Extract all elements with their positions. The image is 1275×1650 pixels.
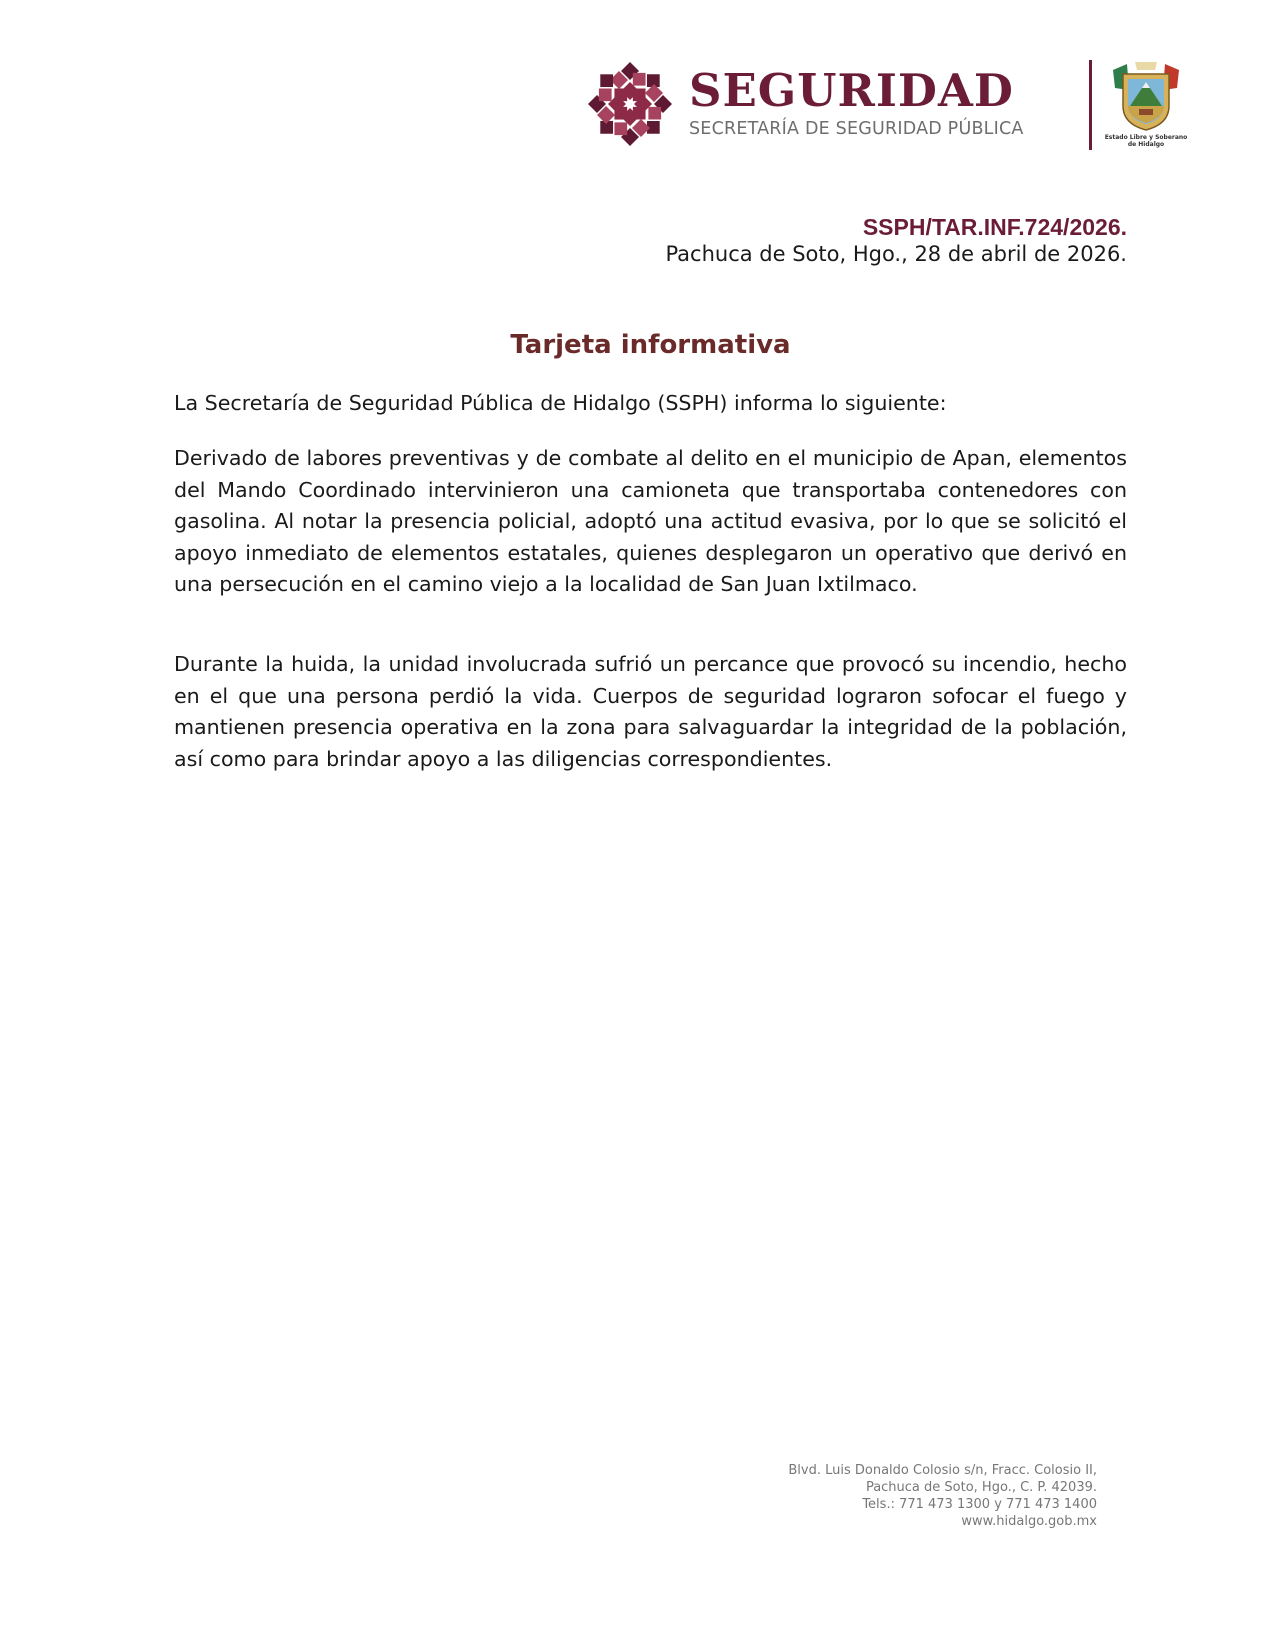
header-divider <box>1089 60 1092 150</box>
footer-contact <box>788 1462 1097 1530</box>
footer-address-line-2: Pachuca de Soto, Hgo., C. P. 42039. <box>865 1480 1097 1495</box>
document-date: Pachuca de Soto, Hgo., 28 de abril de 2026. <box>665 242 1127 266</box>
footer-address-line-1: Blvd. Luis Donaldo Colosio s/n, Fracc. Colosio II, <box>788 1463 1097 1478</box>
seguridad-star-logo <box>584 58 676 150</box>
letterhead <box>584 58 1204 154</box>
footer-phones: Tels.: 771 473 1300 y 771 473 1400 <box>862 1497 1097 1512</box>
document-reference: SSPH/TAR.INF.724/2026. <box>862 214 1127 240</box>
coat-of-arms-icon <box>1109 60 1183 134</box>
brand-title: SEGURIDAD <box>689 64 1014 117</box>
document-title: Tarjeta informativa <box>510 330 791 360</box>
hidalgo-coat-of-arms <box>1104 60 1188 152</box>
brand-block <box>689 66 1069 142</box>
body-paragraph-2: Durante la huida, la unidad involucrada sufrió un percance que provocó su incendio, hecho en el que una persona perdió la vida. Cuerpos de seguridad lograron sofocar el fuego y mantienen presencia operativa en la zona para salvaguardar la integridad de la población, así como para brindar apoyo a las diligencias correspondientes. <box>174 652 1127 771</box>
coat-caption: Estado Libre y Soberano de Hidalgo <box>1104 134 1188 148</box>
body-paragraph-1: Derivado de labores preventivas y de combate al delito en el municipio de Apan, elementos del Mando Coordinado intervinieron una camioneta que transportaba contenedores con gasolina. Al notar la presencia policial, adoptó una actitud evasiva, por lo que se solicitó el apoyo inmediato de elementos estatales, quienes desplegaron un operativo que derivó en una persecución en el camino viejo a la localidad de San Juan Ixtilmaco. <box>174 446 1127 596</box>
brand-subtitle: SECRETARÍA DE SEGURIDAD PÚBLICA <box>689 119 1024 139</box>
footer-website-link[interactable]: www.hidalgo.gob.mx <box>961 1514 1097 1529</box>
intro-paragraph: La Secretaría de Seguridad Pública de Hidalgo (SSPH) informa lo siguiente: <box>174 391 947 415</box>
